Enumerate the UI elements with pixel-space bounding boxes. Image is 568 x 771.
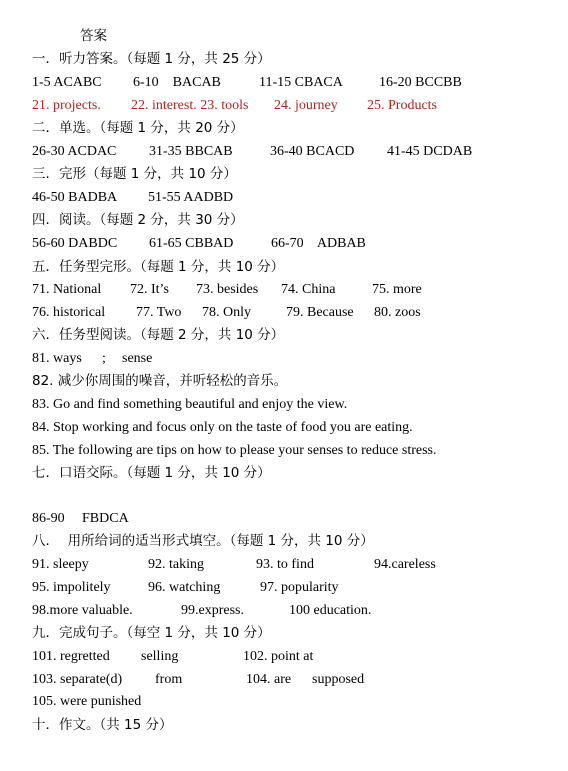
- answer-item: 103. separate(d): [32, 672, 123, 687]
- answer-item: 80. zoos: [374, 305, 421, 320]
- answer-group: FBDCA: [82, 511, 129, 526]
- answer-group: 11-15 CBACA: [259, 75, 343, 90]
- answer-item: 76. historical: [32, 305, 106, 320]
- answer-item: 79. Because: [286, 305, 354, 320]
- answer-group: 66-70 ADBAB: [271, 236, 366, 251]
- answer-item: sense: [122, 351, 153, 366]
- answer-item: 24. journey: [274, 98, 338, 113]
- answer-item: 71. National: [32, 282, 102, 297]
- answer-item: 74. China: [281, 282, 336, 297]
- answer-group: 1-5 ACABC: [32, 75, 102, 90]
- answer-item: 22. interest. 23. tools: [131, 98, 249, 113]
- answer-group: 16-20 BCCBB: [379, 75, 462, 90]
- answer-item: supposed: [312, 672, 365, 687]
- answer-item: 95. impolitely: [32, 580, 111, 595]
- answer-group: 41-45 DCDAB: [387, 144, 473, 159]
- answer-item: 25. Products: [367, 98, 437, 113]
- answer-range: 86-90: [32, 511, 65, 526]
- answer-item: 97. popularity: [260, 580, 339, 595]
- answer-item: 98.more valuable.: [32, 603, 133, 618]
- answer-item: 92. taking: [148, 557, 204, 572]
- separator: ;: [102, 351, 106, 366]
- answer-group: 56-60 DABDC: [32, 236, 118, 251]
- answer-group: 51-55 AADBD: [148, 190, 234, 205]
- answer-item: 94.careless: [374, 557, 436, 572]
- answer-item: 72. It’s: [130, 282, 169, 297]
- answer-item: 99.express.: [181, 603, 244, 618]
- answer-group: 46-50 BADBA: [32, 190, 118, 205]
- answer-item: 105. were punished: [32, 694, 142, 709]
- answer-group: 6-10 BACAB: [133, 75, 221, 90]
- answer-item: 104. are: [246, 672, 292, 687]
- answer-item: 101. regretted: [32, 649, 110, 664]
- answer-item: selling: [141, 649, 179, 664]
- answer-group: 61-65 CBBAD: [149, 236, 234, 251]
- answer-item: 21. projects.: [32, 98, 101, 113]
- answer-item: 93. to find: [256, 557, 314, 572]
- answer-item: 73. besides: [196, 282, 259, 297]
- answer-group: 36-40 BCACD: [270, 144, 355, 159]
- answer-item: 78. Only: [202, 305, 251, 320]
- answer-item: 102. point at: [243, 649, 314, 664]
- answer-group: 31-35 BBCAB: [149, 144, 233, 159]
- answer-item: 81. ways: [32, 351, 82, 366]
- answer-item: 77. Two: [136, 305, 182, 320]
- answer-group: 26-30 ACDAC: [32, 144, 117, 159]
- answer-item: 91. sleepy: [32, 557, 89, 572]
- answer-item: 75. more: [372, 282, 422, 297]
- answer-item: 96. watching: [148, 580, 221, 595]
- answer-item: 100 education.: [289, 603, 372, 618]
- answer-item: from: [155, 672, 183, 687]
